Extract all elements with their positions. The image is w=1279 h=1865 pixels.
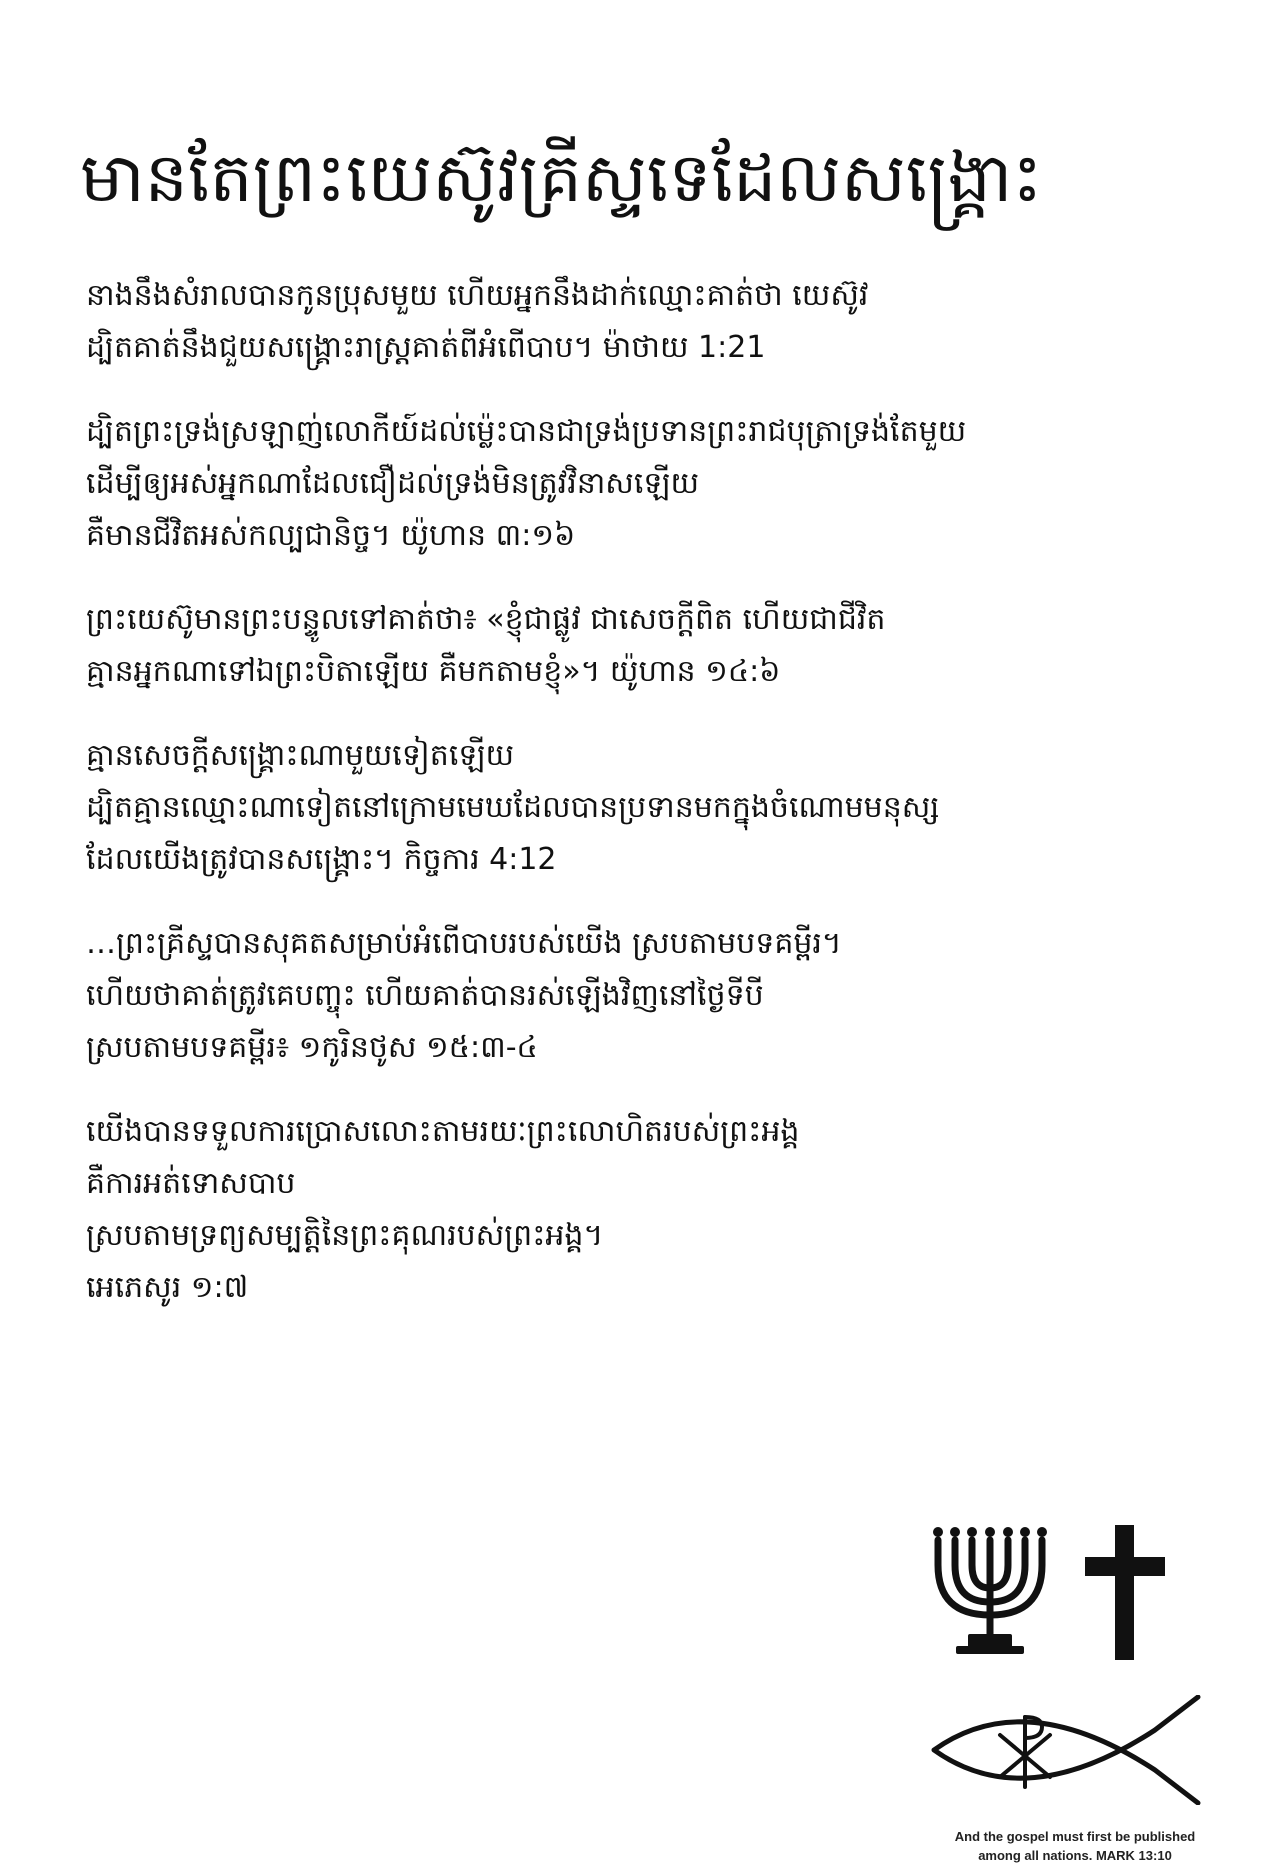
religious-symbols [930,1520,1220,1825]
menorah-icon [930,1520,1050,1670]
verse-line: គឺការអត់ទោសបាប [86,1166,296,1201]
verse-line: ស្របតាមទ្រព្យសម្បត្តិនៃព្រះគុណរបស់ព្រះអង្គ។ [86,1218,604,1253]
verse-line: ព្រះយេស៊ូមានព្រះបន្ទូលទៅគាត់ថា៖ «ខ្ញុំជាផ្លូវ ជាសេចក្ដីពិត ហើយជាជីវិត [86,602,886,637]
footer-line: among all nations. MARK 13:10 [978,1848,1172,1863]
cross-icon [1085,1525,1165,1660]
verse-block-corinthians [86,918,1186,1074]
verse-line: យើងបានទទួលការប្រោសលោះតាមរយៈព្រះលោហិតរបស់ព្រះអង្គ [86,1114,800,1149]
verse-line: ដើម្បីឲ្យអស់អ្នកណាដែលជឿដល់ទ្រង់មិនត្រូវវិនាសឡើយ [86,466,700,501]
verse-line: គ្មានសេចក្តីសង្គ្រោះណាមួយទៀតឡើយ [86,738,515,773]
verse-line: ស្របតាមបទគម្ពីរ៖ ១កូរិនថូស ១៥:៣-៤ [86,1030,538,1065]
verse-block-john-3-16 [86,406,1186,562]
page-title: មានតែព្រះយេស៊ូវគ្រីស្ទទេដែលសង្គ្រោះ [80,138,1043,218]
verse-line: ដ្បិតគាត់នឹងជួយសង្គ្រោះរាស្ត្រគាត់ពីអំពើបាប។ ម៉ាថាយ 1:21 [86,330,766,365]
verse-line: ដ្បិតព្រះទ្រង់ស្រឡាញ់លោកីយ៍ដល់ម៉្លេះបានជាទ្រង់ប្រទានព្រះរាជបុត្រាទ្រង់តែមួយ [86,414,967,449]
footer-line: And the gospel must first be published [954,1829,1196,1844]
verse-line: គឺមានជីវិតអស់កល្បជានិច្ច។ យ៉ូហាន ៣:១៦ [86,518,576,553]
verse-line: …ព្រះគ្រីស្ទបានសុគតសម្រាប់អំពើបាបរបស់យើង ស្របតាមបទគម្ពីរ។ [86,926,842,961]
verse-list [86,270,1186,1346]
verse-block-matthew [86,270,1186,374]
verse-line: គ្មានអ្នកណាទៅឯព្រះបិតាឡើយ គឺមកតាមខ្ញុំ»។ យ៉ូហាន ១៤:៦ [86,654,781,689]
ichthys-chi-rho-icon [930,1695,1220,1805]
verse-block-john-14-6 [86,594,1186,698]
verse-line: អេភេសូរ ១:៧ [86,1270,249,1305]
verse-line: ដែលយើងត្រូវបានសង្គ្រោះ។ កិច្ចការ 4:12 [86,842,557,877]
verse-line: នាងនឹងសំរាលបានកូនប្រុសមួយ ហើយអ្នកនឹងដាក់ឈ្មោះគាត់ថា យេស៊ូវ [86,278,869,313]
verse-line: ហើយថាគាត់ត្រូវគេបញ្ចុះ ហើយគាត់បានរស់ឡើងវិញនៅថ្ងៃទីបី [86,978,764,1013]
footer-verse [905,1827,1245,1865]
verse-block-acts [86,730,1186,886]
verse-block-ephesians [86,1106,1186,1314]
verse-line: ដ្បិតគ្មានឈ្មោះណាទៀតនៅក្រោមមេឃដែលបានប្រទានមកក្នុងចំណោមមនុស្ស [86,790,940,825]
